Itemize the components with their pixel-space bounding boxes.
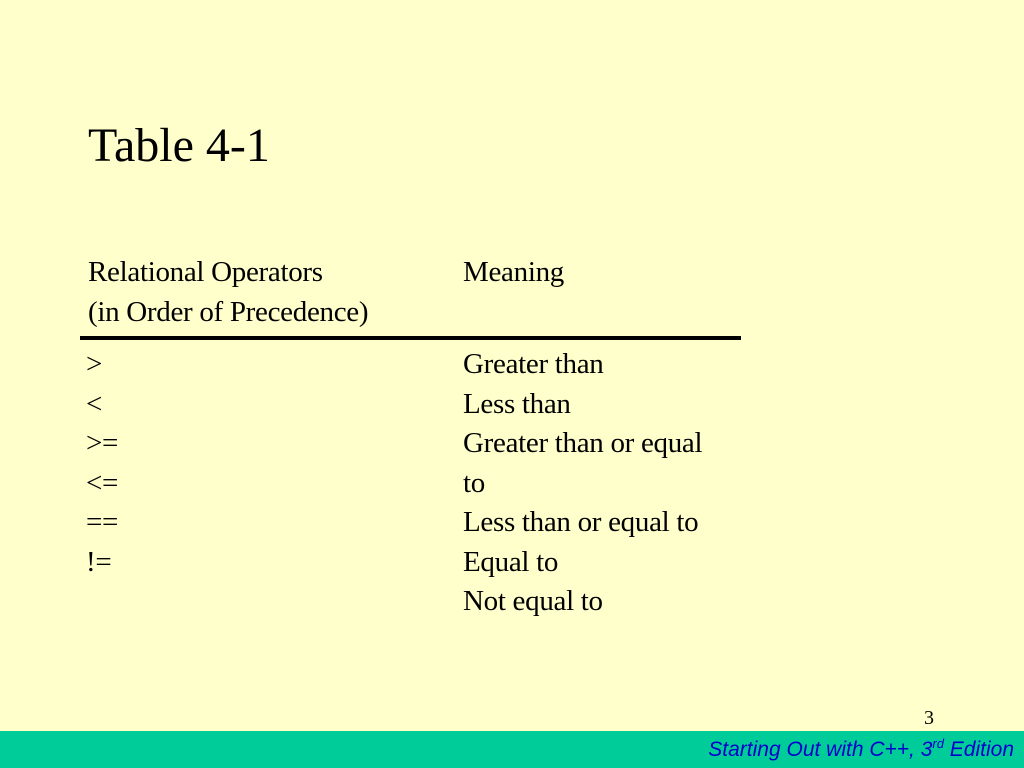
slide-title: Table 4-1 <box>88 119 270 172</box>
meaning-line: Less than or equal to <box>463 506 699 538</box>
meaning-line: Equal to <box>463 545 559 578</box>
operator-equal: == <box>86 506 119 538</box>
header-meaning <box>463 253 564 293</box>
operators-column <box>86 345 118 582</box>
footer-title-superscript: rd <box>932 736 944 751</box>
meaning-line: Greater than <box>463 348 604 380</box>
page-number: 3 <box>924 707 934 729</box>
header-operators <box>88 253 368 332</box>
header-operators-line-1: Relational Operators <box>88 256 323 288</box>
operator-not-equal: != <box>86 545 112 578</box>
operator-greater-equal: >= <box>86 427 119 459</box>
meaning-line: Not equal to <box>463 585 603 617</box>
footer-title-edition: Edition <box>943 738 1014 761</box>
footer-bar <box>0 731 1024 768</box>
footer-title-main: Starting Out with C++, 3 <box>708 738 933 761</box>
header-operators-line-2: (in Order of Precedence) <box>88 295 369 328</box>
meaning-line: Greater than or equal <box>463 427 703 459</box>
header-meaning-label: Meaning <box>463 256 564 288</box>
header-divider <box>80 336 741 340</box>
footer-book-title <box>708 737 1014 763</box>
operator-greater: > <box>86 348 103 380</box>
meanings-column <box>463 345 702 622</box>
operator-less: < <box>86 387 103 420</box>
meaning-line: Less than <box>463 387 571 420</box>
operator-less-equal: <= <box>86 466 119 499</box>
meaning-line: to <box>463 466 485 499</box>
